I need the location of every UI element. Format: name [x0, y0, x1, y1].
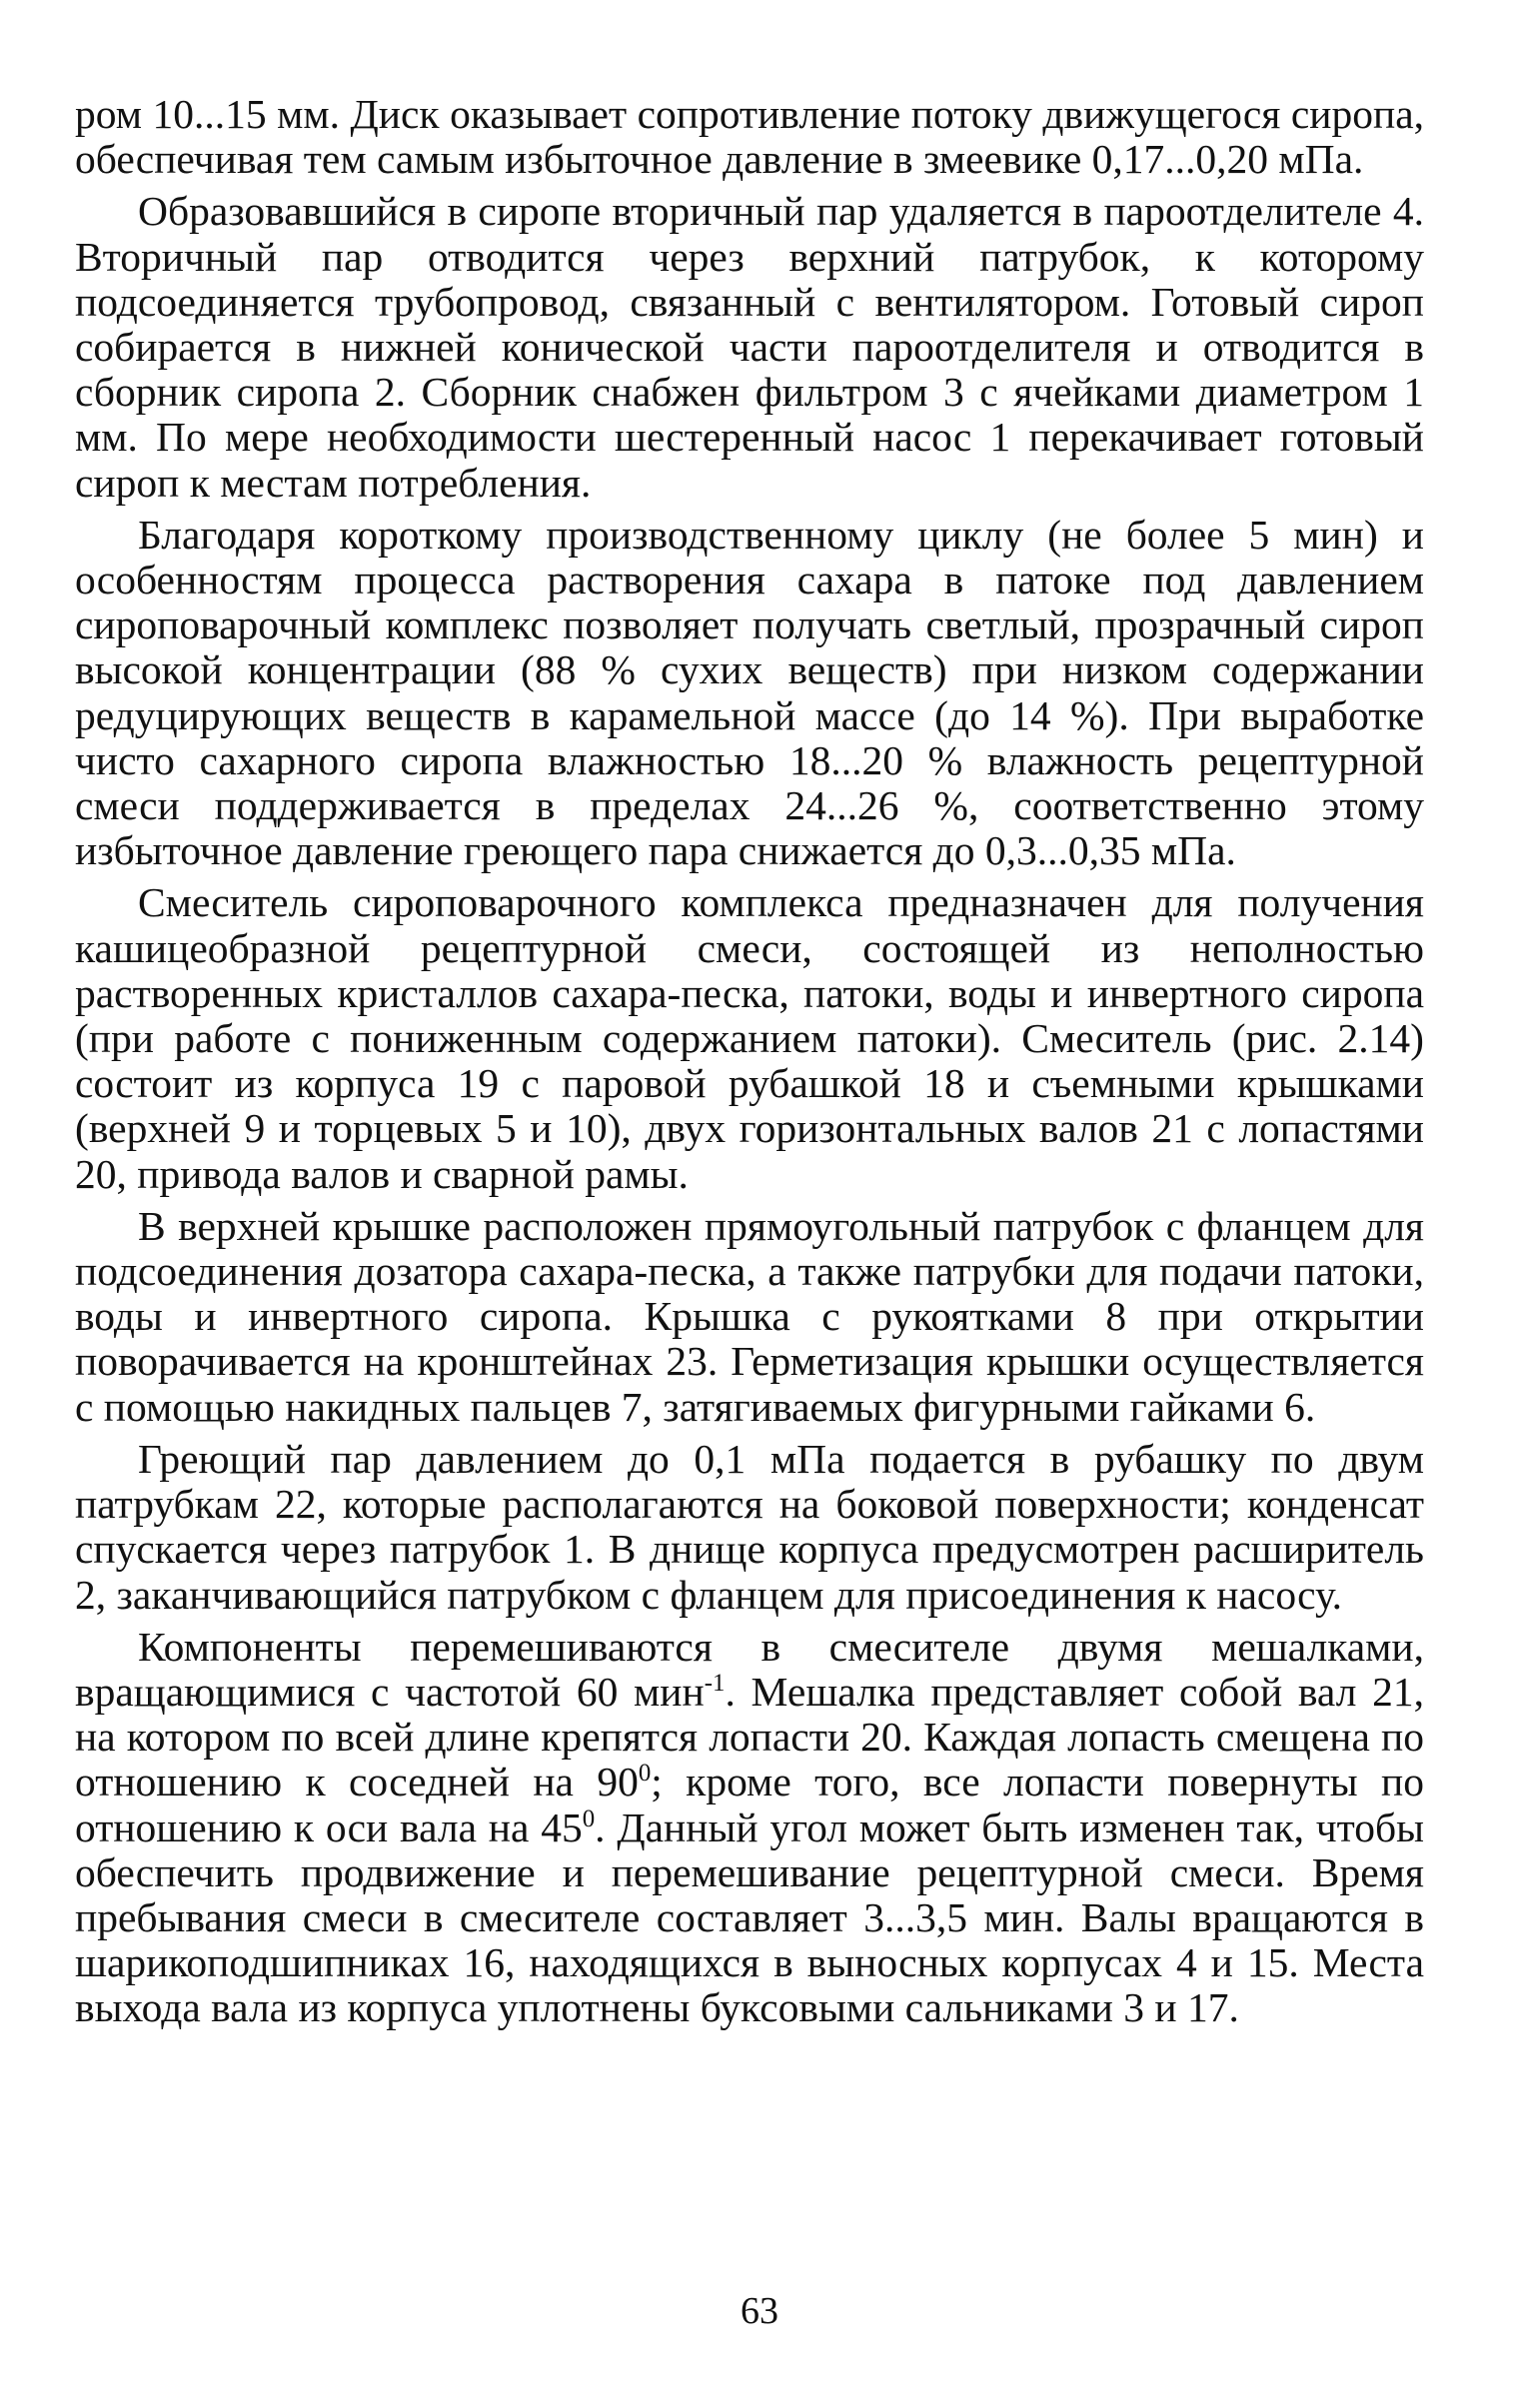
paragraph-production-cycle: Благодаря короткому производственному циклу (не более 5 мин) и особенностям процесса растворения сахара в патоке под давлением сироповарочный комплекс позволяет получать светлый, прозрачный сироп высокой концентрации (88 % сухих веществ) при низком содержании редуцирующих веществ в карамельной массе (до 14 %). При выработке чисто сахарного сиропа влажностью 18...20 % влажность рецептурной смеси поддерживается в пределах 24...26 %, соответственно этому избыточное давление греющего пара снижается до 0,3...0,35 мПа. [75, 511, 1424, 874]
superscript: 0 [638, 1760, 652, 1788]
paragraph-mixer-purpose: Смеситель сироповарочного комплекса предназначен для получения кашицеобразной рецептурной смеси, состоящей из неполностью растворенных кристаллов сахара-песка, патоки, воды и инвертного сиропа (при работе с пониженным содержанием патоки). Смеситель (рис. 2.14) состоит из корпуса 19 с паровой рубашкой 18 и съемными крышками (верхней 9 и торцевых 5 и 10), двух горизонтальных валов 21 с лопастями 20, привода валов и сварной рамы. [75, 879, 1424, 1197]
paragraph-heating-steam: Греющий пар давлением до 0,1 мПа подается в рубашку по двум патрубкам 22, которые располагаются на боковой поверхности; конденсат спускается через патрубок 1. В днище корпуса предусмотрен расширитель 2, заканчивающийся патрубком с фланцем для присоединения к насосу. [75, 1435, 1424, 1618]
paragraph-steam-separator: Образовавшийся в сиропе вторичный пар удаляется в пароотделителе 4. Вторичный пар отводится через верхний патрубок, к которому подсоединяется трубопровод, связанный с вентилятором. Готовый сироп собирается в нижней конической части пароотделителя и отводится в сборник сиропа 2. Сборник снабжен фильтром 3 с ячейками диаметром 1 мм. По мере необходимости шестеренный насос 1 перекачивает готовый сироп к местам потребления. [75, 188, 1424, 506]
text-segment: . Данный угол может быть изменен так, чтобы обеспечить продвижение и перемешивание рецептурной смеси. Время пребывания смеси в смесителе составляет 3...3,5 мин. Валы вращаются в шарикоподшипниках 16, находящихся в выносных корпусах 4 и 15. Места выхода вала из корпуса уплотнены буксовыми сальниками 3 и 17. [75, 1804, 1424, 2031]
paragraph-continuation: ром 10...15 мм. Диск оказывает сопротивление потоку движущегося сиропа, обеспечивая тем самым избыточное давление в змеевике 0,17...0,20 мПа. [75, 91, 1424, 183]
page-text [75, 92, 1424, 2038]
superscript: -1 [704, 1670, 726, 1698]
text-segment: Компоненты перемешиваются в смесителе двумя мешалками, вращающимися с частотой 60 мин [75, 1623, 1424, 1715]
text-segment: . Мешалка представляет собой вал 21, на котором по всей длине крепятся лопасти 20. Каждая лопасть смещена по отношению к соседней на 90 [75, 1668, 1424, 1806]
page-number: 63 [741, 2290, 778, 2332]
paragraph-mixing-components [75, 1625, 1424, 2031]
superscript: 0 [582, 1805, 596, 1832]
paragraph-top-cover: В верхней крышке расположен прямоугольный патрубок с фланцем для подсоединения дозатора сахара-песка, а также патрубки для подачи патоки, воды и инвертного сиропа. Крышка с рукоятками 8 при открытии поворачивается на кронштейнах 23. Герметизация крышки осуществляется с помощью накидных пальцев 7, затягиваемых фигурными гайками 6. [75, 1202, 1424, 1430]
text-segment: ; кроме того, все лопасти повернуты по отношению к оси вала на 45 [75, 1759, 1424, 1850]
